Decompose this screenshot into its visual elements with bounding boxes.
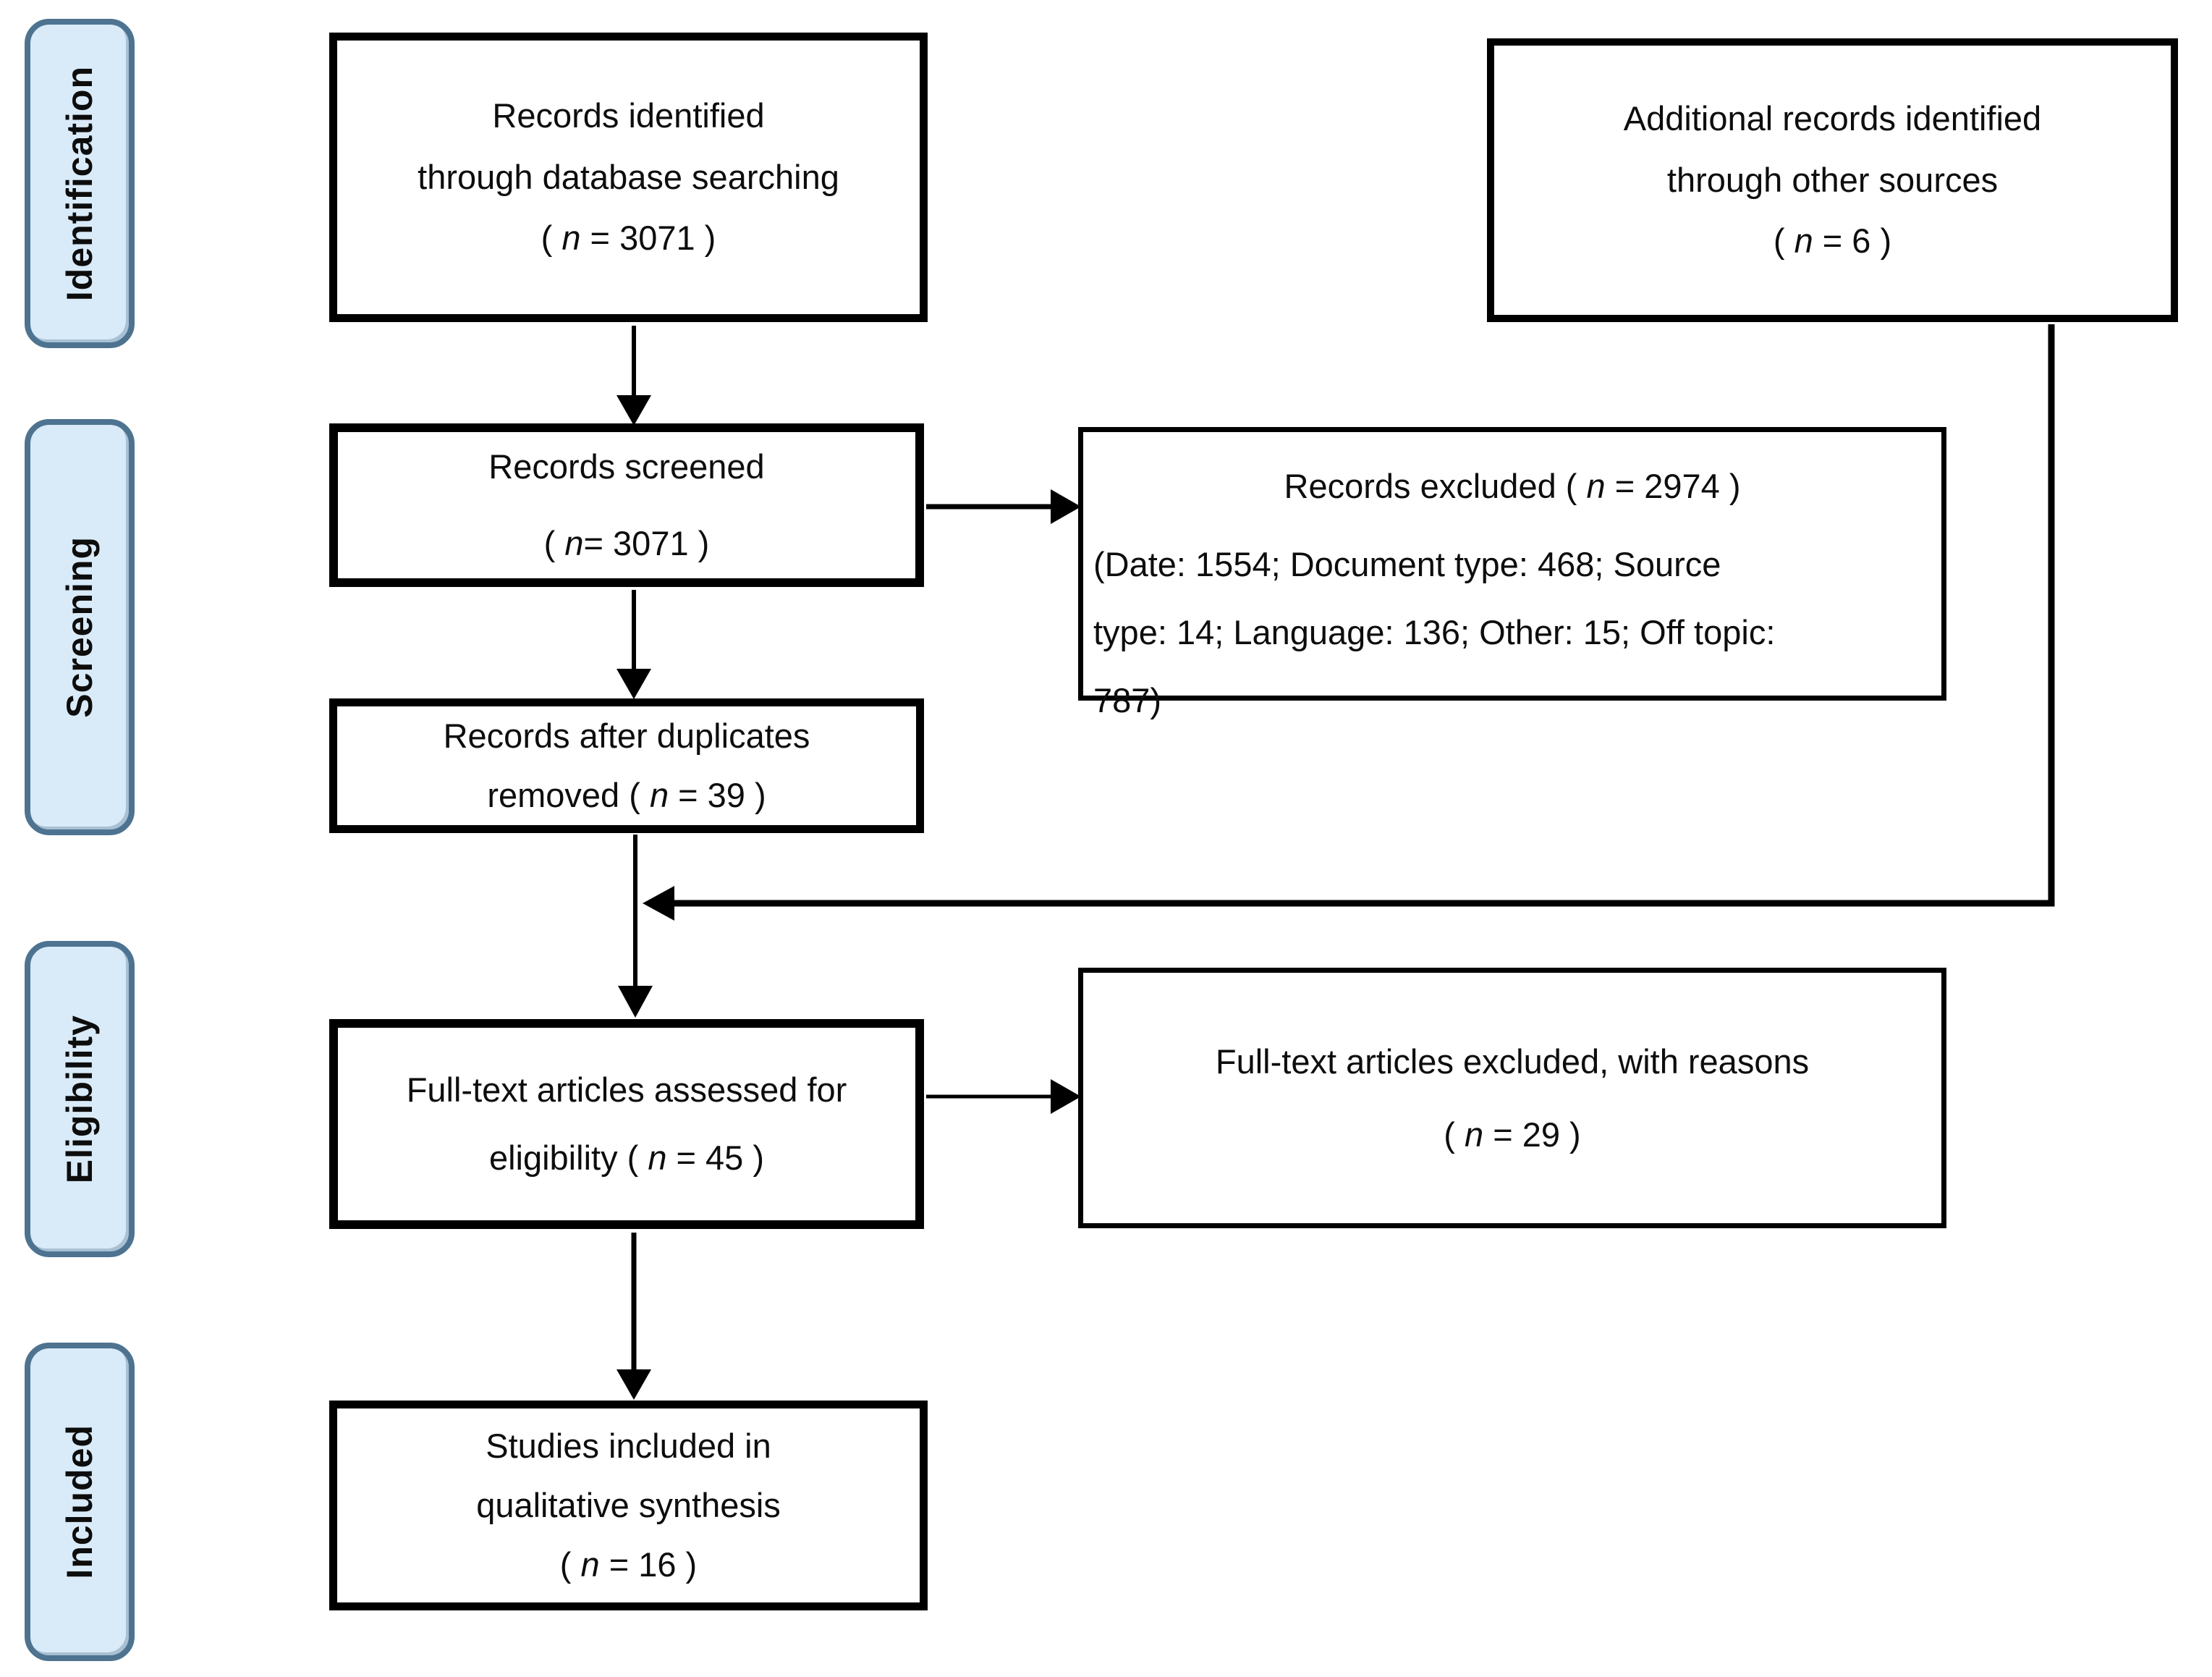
- box-records-identified-line1: Records identified: [492, 96, 765, 135]
- box-records-after-duplicates-line1: Records after duplicates: [443, 716, 810, 755]
- stage-label-included: [25, 1343, 135, 1661]
- box-fulltext-assessed-line1: Full-text articles assessed for: [406, 1070, 847, 1109]
- box-records-screened-count: ( n= 3071 ): [543, 524, 710, 562]
- arrow-identified-to-screened: [616, 326, 651, 426]
- arrow-duplicates-removed-to-fulltext: [618, 835, 653, 1018]
- box-records-excluded-detail-line1: (Date: 1554; Document type: 468; Source: [1093, 545, 1721, 583]
- stage-label-eligibility-text: Eligibility: [59, 1014, 100, 1184]
- box-fulltext-assessed-line2: eligibility ( n = 45 ): [488, 1139, 765, 1177]
- box-records-after-duplicates-line2: removed ( n = 39 ): [487, 776, 766, 814]
- box-records-after-duplicates: [329, 698, 924, 833]
- stage-label-identification-text: Identification: [59, 65, 100, 302]
- box-additional-records-count: ( n = 6 ): [1773, 221, 1892, 261]
- stage-label-identification: [25, 19, 135, 348]
- box-fulltext-excluded-count: ( n = 29 ): [1444, 1115, 1581, 1154]
- box-fulltext-excluded-line1: Full-text articles excluded, with reasons: [1215, 1042, 1810, 1081]
- arrow-screened-to-excluded: [926, 489, 1081, 524]
- box-studies-included: [329, 1401, 928, 1610]
- box-records-screened-line1: Records screened: [488, 447, 765, 486]
- stage-label-included-text: Included: [59, 1424, 100, 1579]
- arrow-fulltext-to-included: [616, 1233, 651, 1400]
- box-records-excluded-detail-line3: 787): [1093, 681, 1162, 719]
- arrow-screened-to-duplicates-removed: [616, 590, 651, 699]
- box-records-screened: [329, 423, 924, 587]
- box-records-identified-count: ( n = 3071 ): [541, 219, 716, 258]
- stage-label-screening: [25, 419, 135, 835]
- box-records-excluded: [1078, 427, 1946, 719]
- box-records-excluded-title: Records excluded ( n = 2974 ): [1284, 467, 1741, 505]
- box-records-identified-line2: through database searching: [418, 157, 839, 196]
- box-studies-included-line1: Studies included in: [486, 1426, 771, 1465]
- box-records-identified: [329, 33, 928, 322]
- box-additional-records-line2: through other sources: [1666, 160, 1999, 199]
- arrow-fulltext-to-excluded: [926, 1079, 1081, 1114]
- box-additional-records: [1487, 38, 2178, 322]
- stage-label-screening-text: Screening: [59, 536, 100, 718]
- stage-label-eligibility: [25, 941, 135, 1257]
- box-fulltext-excluded: [1078, 968, 1946, 1228]
- box-records-excluded-detail-line2: type: 14; Language: 136; Other: 15; Off topic:: [1093, 613, 1776, 651]
- box-studies-included-count: ( n = 16 ): [559, 1545, 698, 1584]
- box-fulltext-assessed: [329, 1019, 924, 1229]
- box-studies-included-line2: qualitative synthesis: [476, 1485, 781, 1524]
- box-additional-records-line1: Additional records identified: [1623, 99, 2042, 138]
